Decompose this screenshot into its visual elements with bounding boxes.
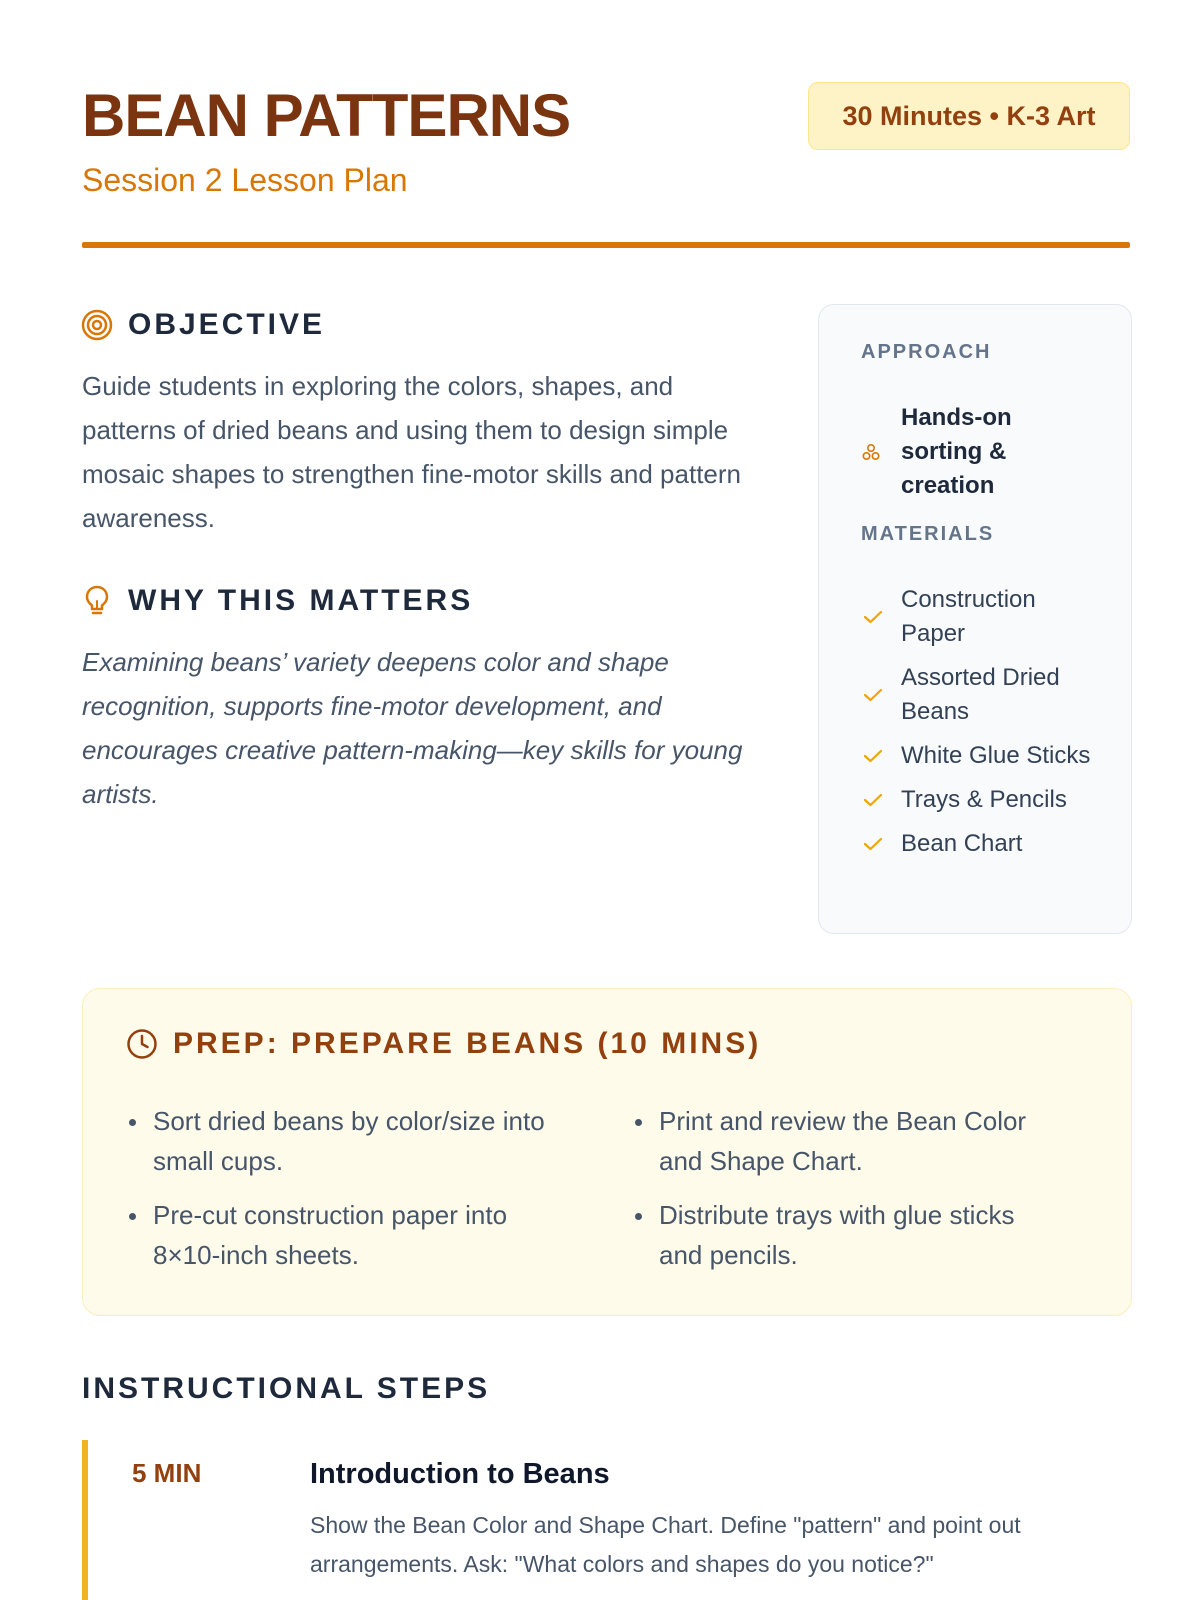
objective-heading bbox=[80, 308, 325, 342]
materials-list bbox=[861, 583, 1121, 871]
material-label: White Glue Sticks bbox=[901, 742, 1091, 769]
approach-label: APPROACH bbox=[861, 341, 992, 363]
check-icon bbox=[861, 748, 885, 764]
steps-heading: INSTRUCTIONAL STEPS bbox=[82, 1372, 491, 1405]
material-label: Assorted Dried Beans bbox=[901, 664, 1060, 725]
lesson-header bbox=[82, 80, 1130, 250]
why-label: WHY THIS MATTERS bbox=[128, 584, 474, 617]
step-description: Show the Bean Color and Shape Chart. Define "pattern" and point out arrangements. Ask: "What colors and shapes do you notice?" bbox=[310, 1512, 1021, 1577]
why-heading bbox=[80, 584, 473, 618]
material-label: Bean Chart bbox=[901, 830, 1023, 857]
list-item bbox=[861, 739, 1121, 773]
step-title: Introduction to Beans bbox=[310, 1458, 610, 1490]
target-icon bbox=[80, 308, 114, 342]
sidebar-card bbox=[818, 304, 1132, 934]
list-item: Distribute trays with glue sticks and pencils. bbox=[631, 1195, 1061, 1275]
lightbulb-icon bbox=[80, 584, 114, 618]
list-item bbox=[861, 783, 1121, 817]
list-item: Print and review the Bean Color and Shape Chart. bbox=[631, 1101, 1061, 1181]
duration-badge: 30 Minutes • K-3 Art bbox=[808, 82, 1130, 150]
prep-heading bbox=[125, 1027, 761, 1061]
list-item bbox=[861, 827, 1121, 861]
objective-text: Guide students in exploring the colors, shapes, and patterns of dried beans and using them to design simple mosaic shapes to strengthen fine-motor skills and pattern awareness. bbox=[82, 371, 742, 533]
approach-text: Hands-on sorting & creation bbox=[901, 404, 1012, 499]
step-item bbox=[82, 1440, 1132, 1600]
objective-label: OBJECTIVE bbox=[128, 308, 326, 341]
list-item: Pre-cut construction paper into 8×10-inch sheets. bbox=[125, 1195, 555, 1275]
material-label: Trays & Pencils bbox=[901, 786, 1067, 813]
shapes-icon bbox=[861, 443, 881, 461]
list-item: Sort dried beans by color/size into small cups. bbox=[125, 1101, 555, 1181]
check-icon bbox=[861, 687, 885, 703]
list-item bbox=[861, 583, 1121, 651]
check-icon bbox=[861, 836, 885, 852]
list-item bbox=[861, 661, 1121, 729]
clock-icon bbox=[125, 1027, 159, 1061]
materials-label: MATERIALS bbox=[861, 523, 995, 545]
why-text: Examining beans’ variety deepens color and shape recognition, supports fine-motor development, and encourages creative pattern-making—key skills for young artists. bbox=[82, 647, 743, 809]
prep-label: PREP: PREPARE BEANS (10 MINS) bbox=[173, 1027, 762, 1060]
header-divider bbox=[82, 242, 1130, 248]
prep-list-right bbox=[631, 1101, 1061, 1289]
material-label: Construction Paper bbox=[901, 586, 1036, 647]
check-icon bbox=[861, 792, 885, 808]
prep-card bbox=[82, 988, 1132, 1316]
page-subtitle: Session 2 Lesson Plan bbox=[82, 162, 408, 198]
check-icon bbox=[861, 609, 885, 625]
prep-list-left bbox=[125, 1101, 555, 1289]
step-duration: 5 MIN bbox=[132, 1458, 202, 1488]
page-title: BEAN PATTERNS bbox=[82, 82, 571, 149]
approach-item bbox=[861, 401, 1111, 503]
